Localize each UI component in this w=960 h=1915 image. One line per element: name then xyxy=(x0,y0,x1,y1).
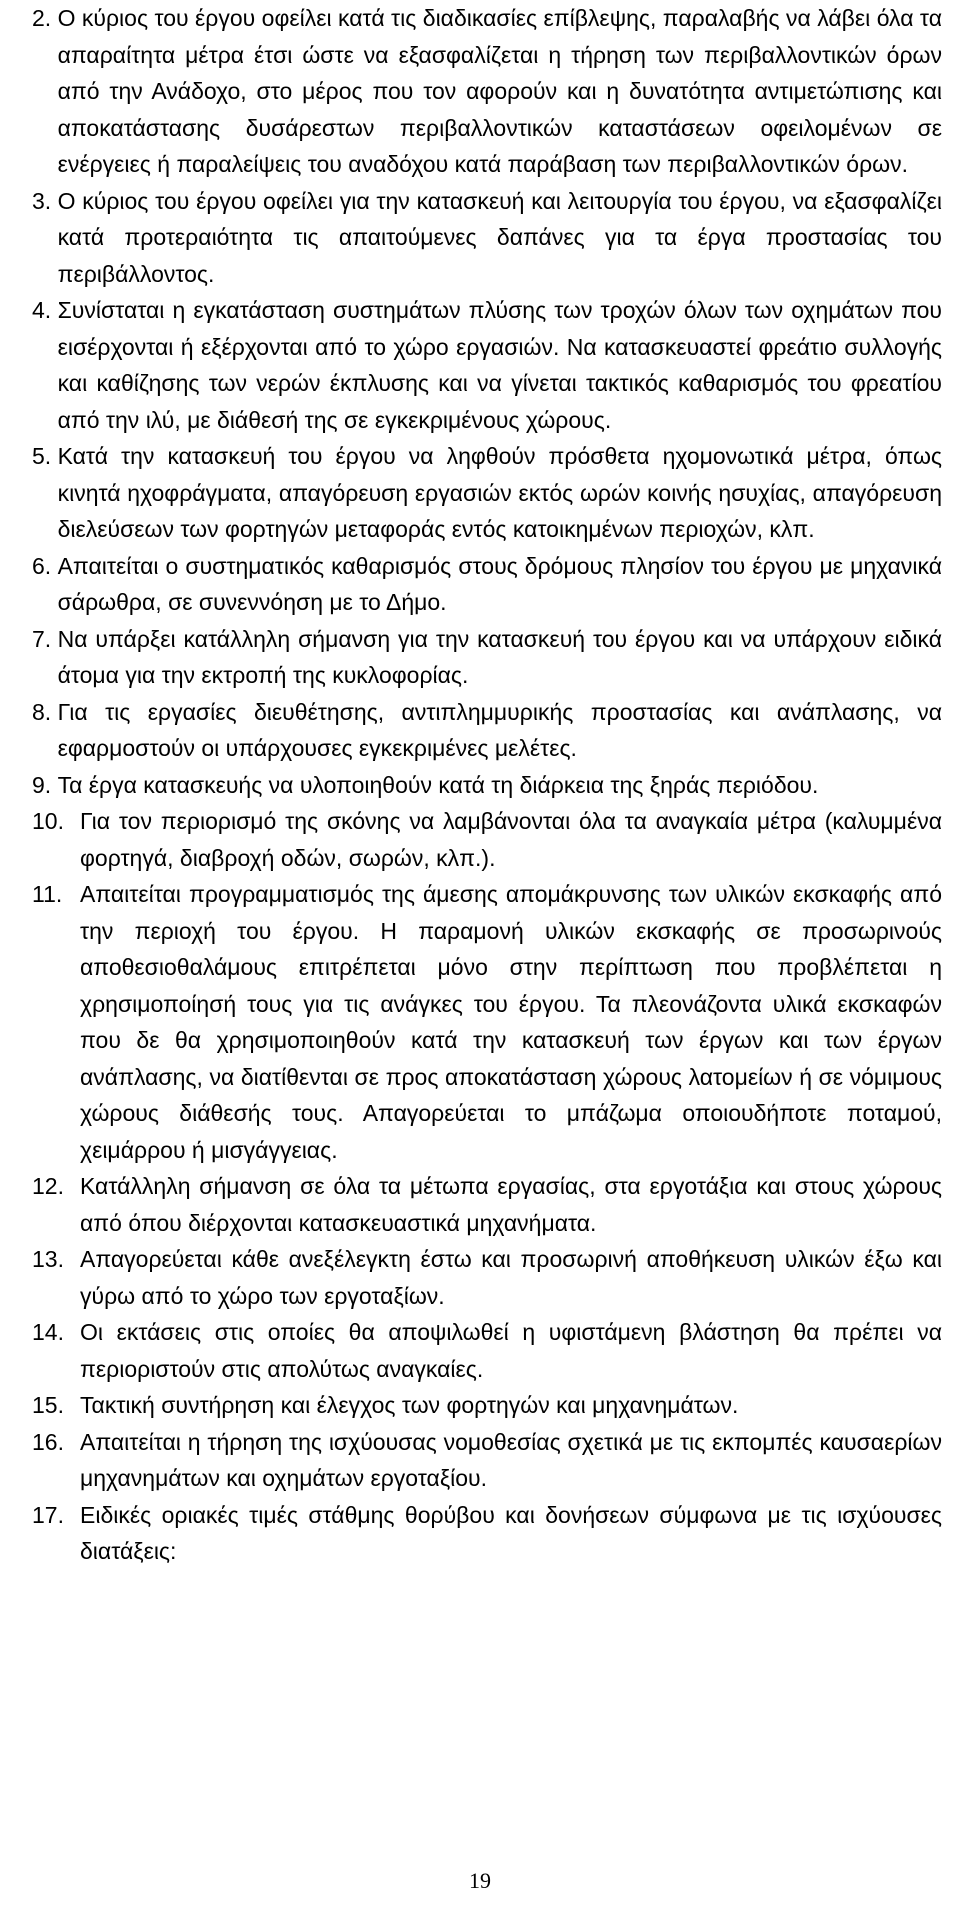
list-item xyxy=(32,0,942,183)
item-text: Για τις εργασίες διευθέτησης, αντιπλημμυρικής προστασίας και ανάπλασης, να εφαρμοστούν οι υπάρχουσες εγκεκριμένες μελέτες. xyxy=(57,698,942,761)
list-item xyxy=(32,1314,942,1387)
item-number: 2. xyxy=(32,5,58,31)
item-text: Ο κύριος του έργου οφείλει κατά τις διαδικασίες επίβλεψης, παραλαβής να λάβει όλα τα απαραίτητα μέτρα έτσι ώστε να εξασφαλίζεται η τήρηση των περιβαλλοντικών όρων από την Ανάδοχο, στο μέρος που τον αφορούν και η δυνατότητα αντιμετώπισης και αποκατάστασης δυσάρεστων περιβαλλοντικών καταστάσεων οφειλομένων σε ενέργειες ή παραλείψεις του αναδόχου κατά παράβαση των περιβαλλοντικών όρων. xyxy=(57,5,942,177)
item-text: Να υπάρξει κατάλληλη σήμανση για την κατασκευή του έργου και να υπάρχουν ειδικά άτομα για την εκτροπή της κυκλοφορίας. xyxy=(57,625,942,688)
list-item xyxy=(32,876,942,1168)
list-item xyxy=(32,1241,942,1314)
item-text: Ειδικές οριακές τιμές στάθμης θορύβου και δονήσεων σύμφωνα με τις ισχύουσες διατάξεις: xyxy=(80,1501,942,1564)
item-number: 11. xyxy=(32,881,63,907)
list-item xyxy=(32,292,942,438)
item-number: 16. xyxy=(32,1428,64,1455)
item-text: Συνίσταται η εγκατάσταση συστημάτων πλύσης των τροχών όλων των οχημάτων που εισέρχονται ή εξέρχονται από το χώρο εργασιών. Να κατασκευαστεί φρεάτιο συλλογής και καθίζησης των νερών έκπλυσης και να γίνεται τακτικός καθαρισμός του φρεατίου από την ιλύ, με διάθεσή της σε εγκεκριμένους χώρους. xyxy=(57,297,942,433)
item-text: Τα έργα κατασκευής να υλοποιηθούν κατά τη διάρκεια της ξηράς περιόδου. xyxy=(57,771,819,798)
item-text: Κατάλληλη σήμανση σε όλα τα μέτωπα εργασίας, στα εργοτάξια και στους χώρους από όπου διέρχονται κατασκευαστικά μηχανήματα. xyxy=(80,1173,942,1236)
item-number: 5. xyxy=(32,443,58,469)
item-number: 3. xyxy=(32,187,58,214)
item-number: 12. xyxy=(32,1173,64,1199)
list-item xyxy=(32,767,942,804)
item-text: Τακτική συντήρηση και έλεγχος των φορτηγών και μηχανημάτων. xyxy=(80,1392,739,1418)
item-text: Κατά την κατασκευή του έργου να ληφθούν πρόσθετα ηχομονωτικά μέτρα, όπως κινητά ηχοφράγματα, απαγόρευση εργασιών εκτός ωρών κοινής ησυχίας, απαγόρευση διελεύσεων των φορτηγών μεταφοράς εντός κατοικημένων περιοχών, κλπ. xyxy=(57,443,942,542)
list-item xyxy=(32,183,942,293)
document-body xyxy=(32,0,942,1570)
item-number: 14. xyxy=(32,1319,64,1345)
item-text: Απαιτείται η τήρηση της ισχύουσας νομοθεσίας σχετικά με τις εκπομπές καυσαερίων μηχανημάτων και οχημάτων εργοταξίου. xyxy=(80,1428,942,1491)
item-number: 10. xyxy=(32,808,64,834)
item-text: Απαγορεύεται κάθε ανεξέλεγκτη έστω και προσωρινή αποθήκευση υλικών έξω και γύρω από το χώρο των εργοταξίων. xyxy=(80,1246,942,1309)
item-number: 17. xyxy=(32,1501,64,1528)
item-text: Για τον περιορισμό της σκόνης να λαμβάνονται όλα τα αναγκαία μέτρα (καλυμμένα φορτηγά, διαβροχή οδών, σωρών, κλπ.). xyxy=(80,808,942,871)
list-item xyxy=(32,803,942,876)
list-item xyxy=(32,1168,942,1241)
item-number: 13. xyxy=(32,1246,64,1272)
item-number: 6. xyxy=(32,552,58,579)
page-number: 19 xyxy=(469,1868,491,1893)
list-item xyxy=(32,1424,942,1497)
list-item xyxy=(32,1497,942,1570)
item-number: 4. xyxy=(32,297,58,323)
item-text: Ο κύριος του έργου οφείλει για την κατασκευή και λειτουργία του έργου, να εξασφαλίζει κατά προτεραιότητα τις απαιτούμενες δαπάνες για τα έργα προστασίας του περιβάλλοντος. xyxy=(57,187,942,287)
item-number: 9. xyxy=(32,771,58,798)
item-number: 7. xyxy=(32,625,58,652)
item-number: 15. xyxy=(32,1392,64,1418)
list-item xyxy=(32,548,942,621)
list-item xyxy=(32,438,942,548)
list-item xyxy=(32,694,942,767)
item-text: Οι εκτάσεις στις οποίες θα αποψιλωθεί η υφιστάμενη βλάστηση θα πρέπει να περιοριστούν στις απολύτως αναγκαίες. xyxy=(80,1319,942,1382)
item-number: 8. xyxy=(32,698,58,725)
list-item xyxy=(32,621,942,694)
item-text: Απαιτείται ο συστηματικός καθαρισμός στους δρόμους πλησίον του έργου με μηχανικά σάρωθρα, σε συνεννόηση με το Δήμο. xyxy=(57,552,942,615)
item-text: Απαιτείται προγραμματισμός της άμεσης απομάκρυνσης των υλικών εκσκαφής από την περιοχή του έργου. Η παραμονή υλικών εκσκαφής σε προσωρινούς αποθεσιοθαλάμους επιτρέπεται μόνο στην περίπτωση που προβλέπεται η χρησιμοποίησή τους για τις ανάγκες του έργου. Τα πλεονάζοντα υλικά εκσκαφών που δε θα χρησιμοποιηθούν κατά την κατασκευή των έργων και των έργων ανάπλασης, να διατίθενται σε προς αποκατάσταση χώρους λατομείων ή σε νόμιμους χώρους διάθεσής τους. Απαγορεύεται το μπάζωμα οποιουδήποτε ποταμού, χειμάρρου ή μισγάγγειας. xyxy=(80,881,942,1163)
list-item xyxy=(32,1387,942,1424)
